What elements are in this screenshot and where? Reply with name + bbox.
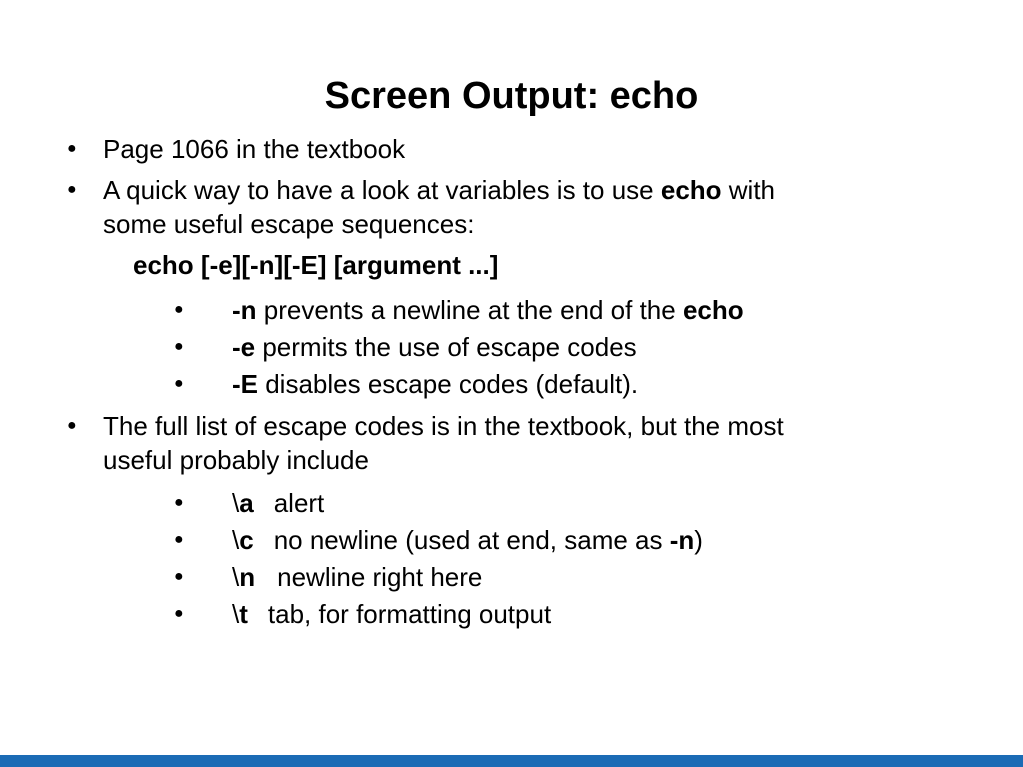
bullet-dot-icon: ● [174,531,184,548]
bullet-text-part: some useful escape sequences: [103,209,475,239]
option-item-E [174,367,639,401]
bullet-dot-icon: ● [67,140,77,157]
escape-desc-end: ) [694,525,703,555]
bullet-dot-icon: ● [174,494,184,511]
escape-desc-bold: -n [669,525,695,555]
bullet-bold-command: echo [660,175,722,205]
bullet-dot-icon: ● [174,605,184,622]
slide-title: Screen Output: echo [324,75,699,117]
escape-backslash: \ [232,488,240,518]
bullet-dot-icon: ● [174,301,184,318]
bullet-dot-icon: ● [174,338,184,355]
escape-code: n [239,562,256,592]
bullet-text-part: useful probably include [103,445,369,475]
escape-backslash: \ [232,562,240,592]
escape-code: t [239,599,248,629]
bullet-dot-icon: ● [174,375,184,392]
option-desc: prevents a newline at the end of the [256,295,683,325]
escape-item-n [174,560,483,594]
escape-item-c [174,523,703,557]
bullet-text-part: A quick way to have a look at variables is to use [103,175,661,205]
escape-backslash: \ [232,599,240,629]
bullet-dot-icon: ● [67,417,77,434]
escape-code: a [239,488,254,518]
escape-desc: newline right here [277,562,483,592]
option-flag: -e [232,332,256,362]
bullet-escape-list-intro [67,409,933,477]
option-desc: permits the use of escape codes [255,332,637,362]
option-desc: disables escape codes (default). [258,369,639,399]
option-item-e [174,330,637,364]
bullet-dot-icon: ● [174,568,184,585]
escape-backslash: \ [232,525,240,555]
bullet-text: Page 1066 in the textbook [103,134,406,164]
escape-code: c [239,525,254,555]
option-desc-bold: echo [682,295,744,325]
bullet-page-reference [67,132,933,166]
option-flag: -n [232,295,257,325]
bullet-echo-intro [67,173,933,241]
escape-item-t [174,597,552,631]
escape-desc: alert [273,488,325,518]
escape-desc: tab, for formatting output [267,599,552,629]
footer-bar [0,755,1023,767]
escape-desc: no newline (used at end, same as [273,525,670,555]
option-flag: -E [232,369,258,399]
bullet-text-part: with [721,175,776,205]
bullet-text-part: The full list of escape codes is in the textbook, but the most [103,411,784,441]
bullet-dot-icon: ● [67,181,77,198]
option-item-n [174,293,744,327]
echo-syntax: echo [-e][-n][-E] [argument ...] [133,250,499,280]
escape-item-a [174,486,325,520]
